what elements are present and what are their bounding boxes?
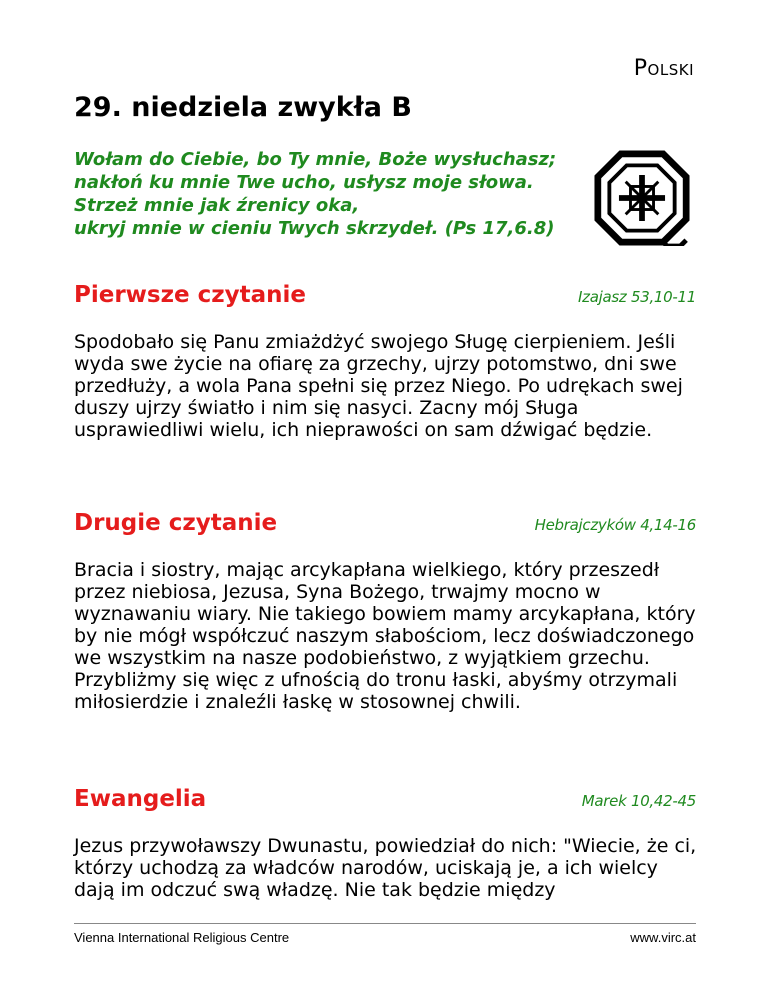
reading-heading: Ewangelia: [74, 786, 207, 812]
antiphon-line: nakłoń ku mnie Twe ucho, usłysz moje słowa.: [74, 172, 534, 193]
entrance-antiphon: [74, 148, 594, 240]
footer-divider: [74, 923, 696, 924]
antiphon-line: Strzeż mnie jak źrenicy oka,: [74, 195, 360, 216]
reading-reference: Izajasz 53,10-11: [578, 288, 696, 306]
reading-heading: Pierwsze czytanie: [74, 282, 306, 308]
page-title: 29. niedziela zwykła B: [74, 92, 412, 123]
antiphon-line: Wołam do Ciebie, bo Ty mnie, Boże wysłuchasz;: [74, 149, 557, 170]
reading-reference: Marek 10,42-45: [581, 792, 696, 810]
virc-logo-icon: [594, 150, 690, 246]
reading-heading: Drugie czytanie: [74, 510, 278, 536]
language-label: Polski: [633, 56, 694, 81]
reading-text: Spodobało się Panu zmiażdżyć swojego Sługę cierpieniem. Jeśli wyda swe życie na ofiarę za grzechy, ujrzy potomstwo, dni swe przedłuży, a wola Pana spełni się przez Niego. Po udrękach swej duszy ujrzy światło i nim się nasyci. Zacny mój Sługa usprawiedliwi wielu, ich nieprawości on sam dźwigać będzie.: [74, 331, 683, 441]
footer-organization: Vienna International Religious Centre: [74, 930, 290, 945]
reading-reference: Hebrajczyków 4,14-16: [534, 516, 696, 534]
reading-text: Bracia i siostry, mając arcykapłana wielkiego, który przeszedł przez niebiosa, Jezusa, Syna Bożego, trwajmy mocno w wyznawaniu wiary. Nie takiego bowiem mamy arcykapłana, który by nie mógł współczuć naszym słabościom, lecz doświadczonego we wszystkim na nasze podobieństwo, z wyjątkiem grzechu. Przybliżmy się więc z ufnością do tronu łaski, abyśmy otrzymali miłosierdzie i znaleźli łaskę w stosownej chwili.: [74, 559, 696, 713]
antiphon-line: ukryj mnie w cieniu Twych skrzydeł. (Ps 17,6.8): [74, 218, 555, 239]
footer-website-link[interactable]: www.virc.at: [630, 930, 696, 945]
reading-text: Jezus przywoławszy Dwunastu, powiedział do nich: "Wiecie, że ci, którzy uchodzą za władców narodów, uciskają je, a ich wielcy dają im odczuć swą władzę. Nie tak będzie między: [74, 835, 697, 901]
